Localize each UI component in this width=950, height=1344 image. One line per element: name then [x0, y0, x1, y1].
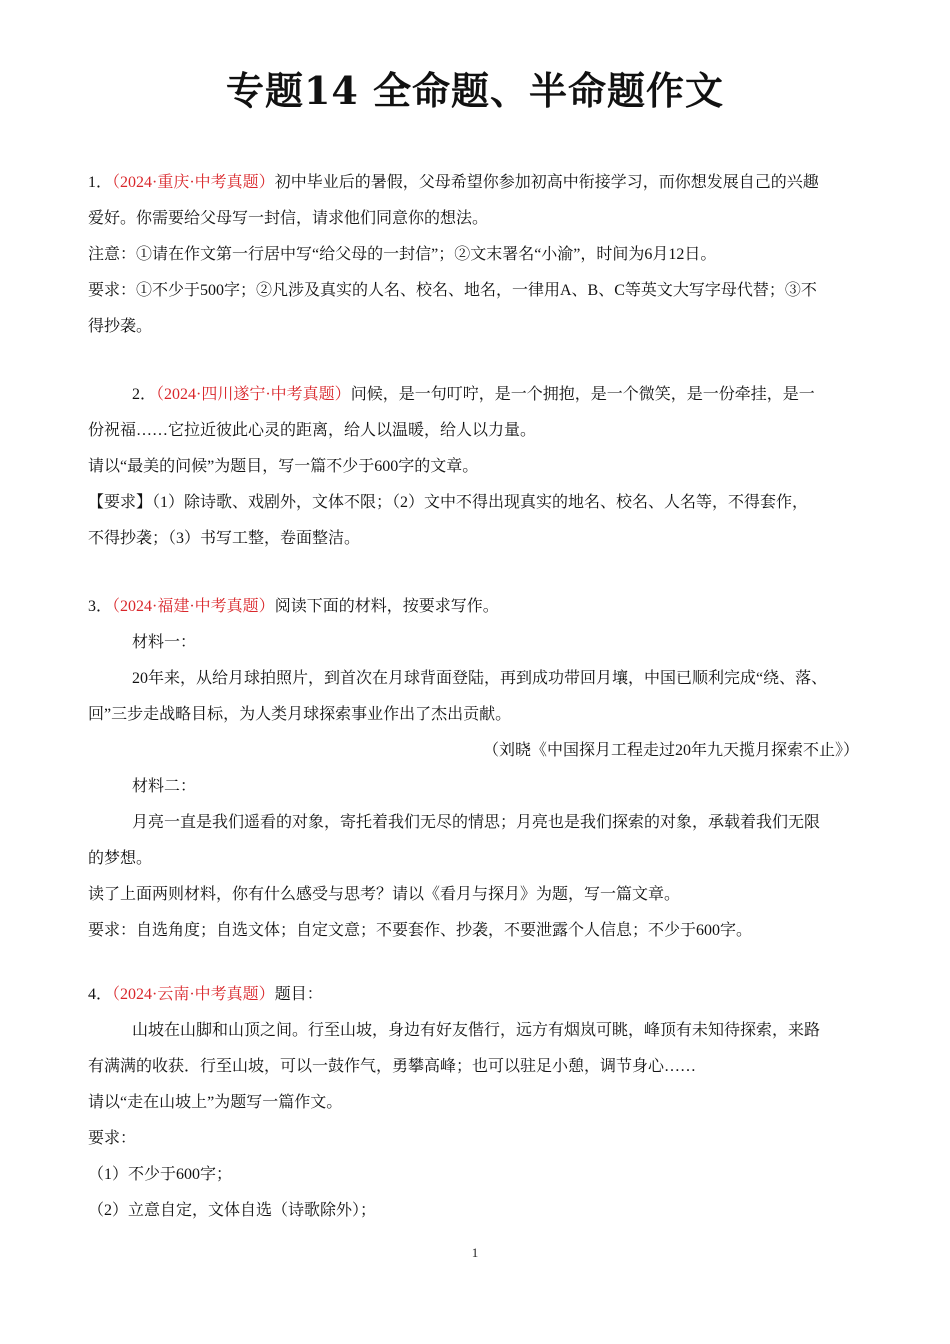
material-1-label: 材料一： — [132, 634, 197, 651]
material-1-citation: （刘晓《中国探月工程走过20年九天揽月探索不止》） — [482, 742, 859, 759]
q2-line-1: 2．（2024·四川遂宁·中考真题）问候，是一句叮咛，是一个拥抱，是一个微笑，是一份牵挂，是一 — [132, 386, 815, 403]
question-1 — [88, 165, 863, 345]
q4-requirement-label: 要求： — [88, 1130, 137, 1147]
material-2-text-cont: 的梦想。 — [88, 850, 153, 867]
question-source: （2024·云南·中考真题） — [112, 986, 275, 1003]
question-number: 3． — [88, 598, 113, 615]
q3-line-1: 3．（2024·福建·中考真题）阅读下面的材料，按要求写作。 — [88, 598, 499, 615]
q4-passage-cont: 有满满的收获．行至山坡，可以一鼓作气，勇攀高峰；也可以驻足小憩，调节身心…… — [88, 1058, 697, 1075]
question-2 — [88, 377, 863, 557]
q4-prompt: 请以“走在山坡上”为题写一篇作文。 — [88, 1094, 343, 1111]
q4-requirement-1: （1）不少于600字； — [88, 1166, 233, 1183]
q2-line-2: 份祝福……它拉近彼此心灵的距离，给人以温暖，给人以力量。 — [88, 422, 537, 439]
material-2-text: 月亮一直是我们遥看的对象，寄托着我们无尽的情思；月亮也是我们探索的对象，承载着我们无限 — [132, 814, 821, 831]
spacer — [88, 345, 863, 377]
question-4 — [88, 977, 863, 1229]
q1-line-1: 1．（2024·重庆·中考真题）初中毕业后的暑假，父母希望你参加初高中衔接学习，而你想发展自己的兴趣 — [88, 174, 819, 191]
page-title: 专题14 全命题、半命题作文 — [225, 68, 725, 113]
q4-passage: 山坡在山脚和山顶之间。行至山坡，身边有好友偕行，远方有烟岚可眺，峰顶有未知待探索，来路 — [132, 1022, 821, 1039]
question-number: 2． — [132, 386, 157, 403]
q1-requirement: 要求：①不少于500字；②凡涉及真实的人名、校名、地名，一律用A、B、C等英文大写字母代替；③不 — [88, 282, 817, 299]
q2-requirement-cont: 不得抄袭；（3）书写工整，卷面整洁。 — [88, 530, 361, 547]
question-3 — [88, 589, 863, 949]
q2-requirement: 【要求】（1）除诗歌、戏剧外，文体不限；（2）文中不得出现真实的地名、校名、人名等，不得套作， — [88, 494, 809, 511]
question-number: 1． — [88, 174, 113, 191]
q1-line-2: 爱好。你需要给父母写一封信，请求他们同意你的想法。 — [88, 210, 489, 227]
question-source: （2024·四川遂宁·中考真题） — [156, 386, 351, 403]
q4-line-1: 4．（2024·云南·中考真题）题目： — [88, 986, 323, 1003]
question-source: （2024·福建·中考真题） — [112, 598, 275, 615]
spacer — [88, 949, 863, 977]
page-number: 1 — [471, 1245, 479, 1260]
question-source: （2024·重庆·中考真题） — [112, 174, 275, 191]
q3-requirement: 要求：自选角度；自选文体；自定文意；不要套作、抄袭，不要泄露个人信息；不少于600字。 — [88, 922, 753, 939]
material-1-text-cont: 回”三步走战略目标，为人类月球探索事业作出了杰出贡献。 — [88, 706, 512, 723]
spacer — [88, 557, 863, 589]
material-2-label: 材料二： — [132, 778, 197, 795]
question-number: 4． — [88, 986, 113, 1003]
document-body — [88, 165, 863, 1229]
q4-requirement-2: （2）立意自定，文体自选（诗歌除外）； — [88, 1202, 377, 1219]
q1-note: 注意：①请在作文第一行居中写“给父母的一封信”；②文末署名“小渝”，时间为6月12日。 — [88, 246, 717, 263]
material-1-text: 20年来，从给月球拍照片，到首次在月球背面登陆，再到成功带回月壤，中国已顺利完成“绕、落、 — [132, 670, 828, 687]
q2-prompt: 请以“最美的问候”为题目，写一篇不少于600字的文章。 — [88, 458, 479, 475]
q3-prompt: 读了上面两则材料，你有什么感受与思考？请以《看月与探月》为题，写一篇文章。 — [88, 886, 681, 903]
q1-requirement-cont: 得抄袭。 — [88, 318, 153, 335]
